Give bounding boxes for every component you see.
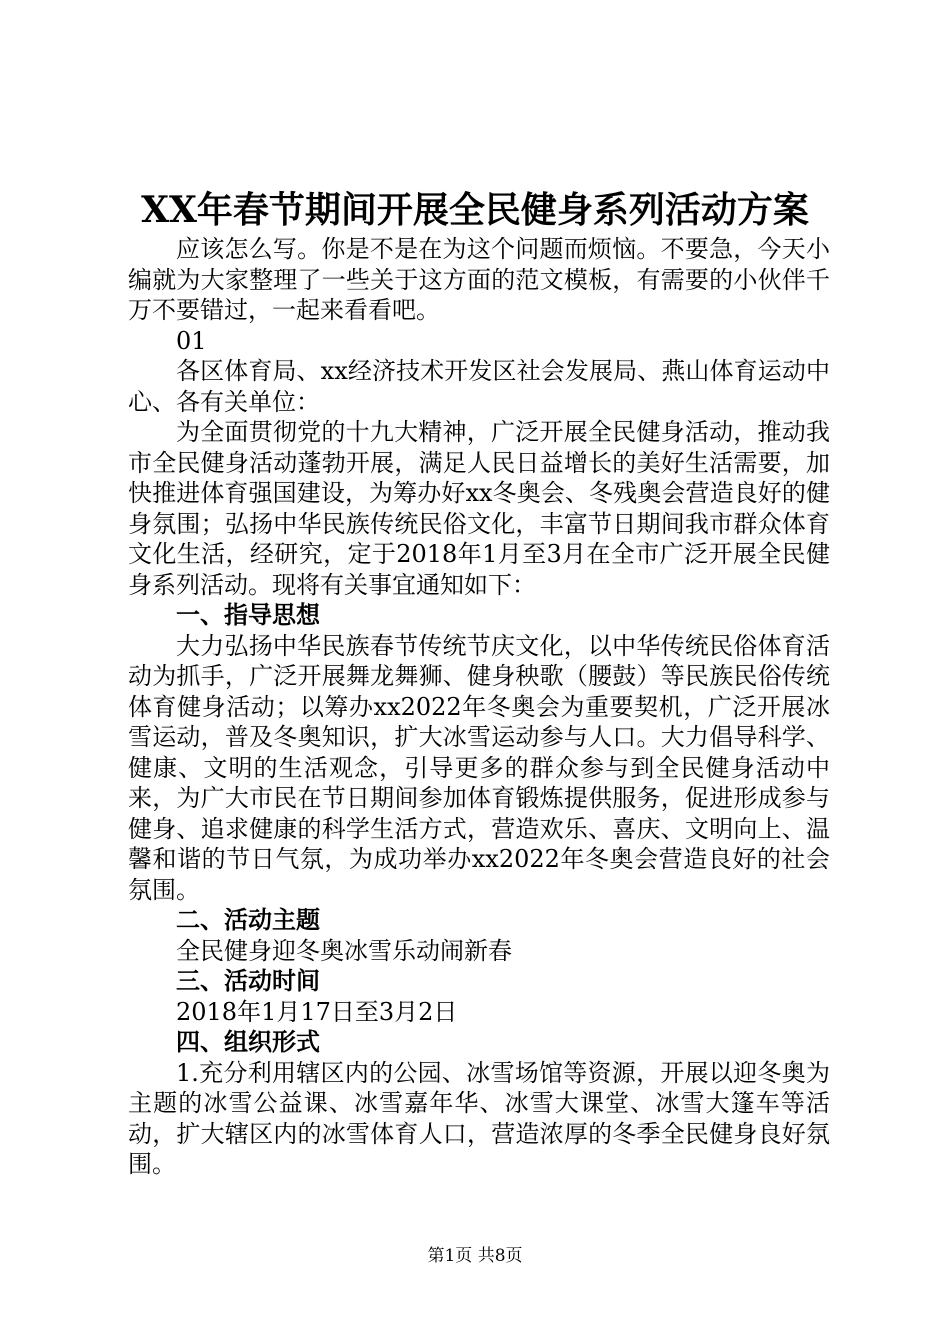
body-paragraph: 全民健身迎冬奥冰雪乐动闹新春 bbox=[176, 936, 512, 965]
document-body bbox=[128, 234, 830, 1180]
page-footer: 第1页 共8页 bbox=[427, 1246, 523, 1266]
intro-paragraph: 应该怎么写。你是不是在为这个问题而烦恼。不要急，今天小编就为大家整理了一些关于这方面的范文模板，有需要的小伙伴千万不要错过，一起来看看吧。 bbox=[128, 235, 830, 324]
document-title: XX年春节期间开展全民健身系列活动方案 bbox=[141, 189, 809, 231]
body-paragraph: 1.充分利用辖区内的公园、冰雪场馆等资源，开展以迎冬奥为主题的冰雪公益课、冰雪嘉年华、冰雪大课堂、冰雪大篷车等活动，扩大辖区内的冰雪体育人口，营造浓厚的冬季全民健身良好氛围。 bbox=[128, 1058, 830, 1178]
body-paragraph: 为全面贯彻党的十九大精神，广泛开展全民健身活动，推动我市全民健身活动蓬勃开展，满足人民日益增长的美好生活需要，加快推进体育强国建设，为筹办好xx冬奥会、冬残奥会营造良好的健身氛围；弘扬中华民族传统民俗文化，丰富节日期间我市群众体育文化生活，经研究，定于2018年1月至3月在全市广泛开展全民健身系列活动。现将有关事宜通知如下： bbox=[128, 418, 830, 599]
body-paragraph: 大力弘扬中华民族春节传统节庆文化，以中华传统民俗体育活动为抓手，广泛开展舞龙舞狮、健身秧歌（腰鼓）等民族民俗传统体育健身活动；以筹办xx2022年冬奥会为重要契机，广泛开展冰雪运动，普及冬奥知识，扩大冰雪运动参与人口。大力倡导科学、健康、文明的生活观念，引导更多的群众参与到全民健身活动中来，为广大市民在节日期间参加体育锻炼提供服务，促进形成参与健身、追求健康的科学生活方式，营造欢乐、喜庆、文明向上、温馨和谐的节日气氛，为成功举办xx2022年冬奥会营造良好的社会氛围。 bbox=[128, 631, 830, 904]
addressee-paragraph: 各区体育局、xx经济技术开发区社会发展局、燕山体育运动中心、各有关单位： bbox=[128, 357, 830, 416]
section-heading: 二、活动主题 bbox=[176, 906, 320, 934]
body-paragraph: 2018年1月17日至3月2日 bbox=[176, 997, 458, 1026]
section-heading: 一、指导思想 bbox=[176, 601, 320, 629]
section-number: 01 bbox=[176, 326, 207, 355]
section-heading: 四、组织形式 bbox=[176, 1028, 320, 1056]
section-heading: 三、活动时间 bbox=[176, 967, 320, 995]
